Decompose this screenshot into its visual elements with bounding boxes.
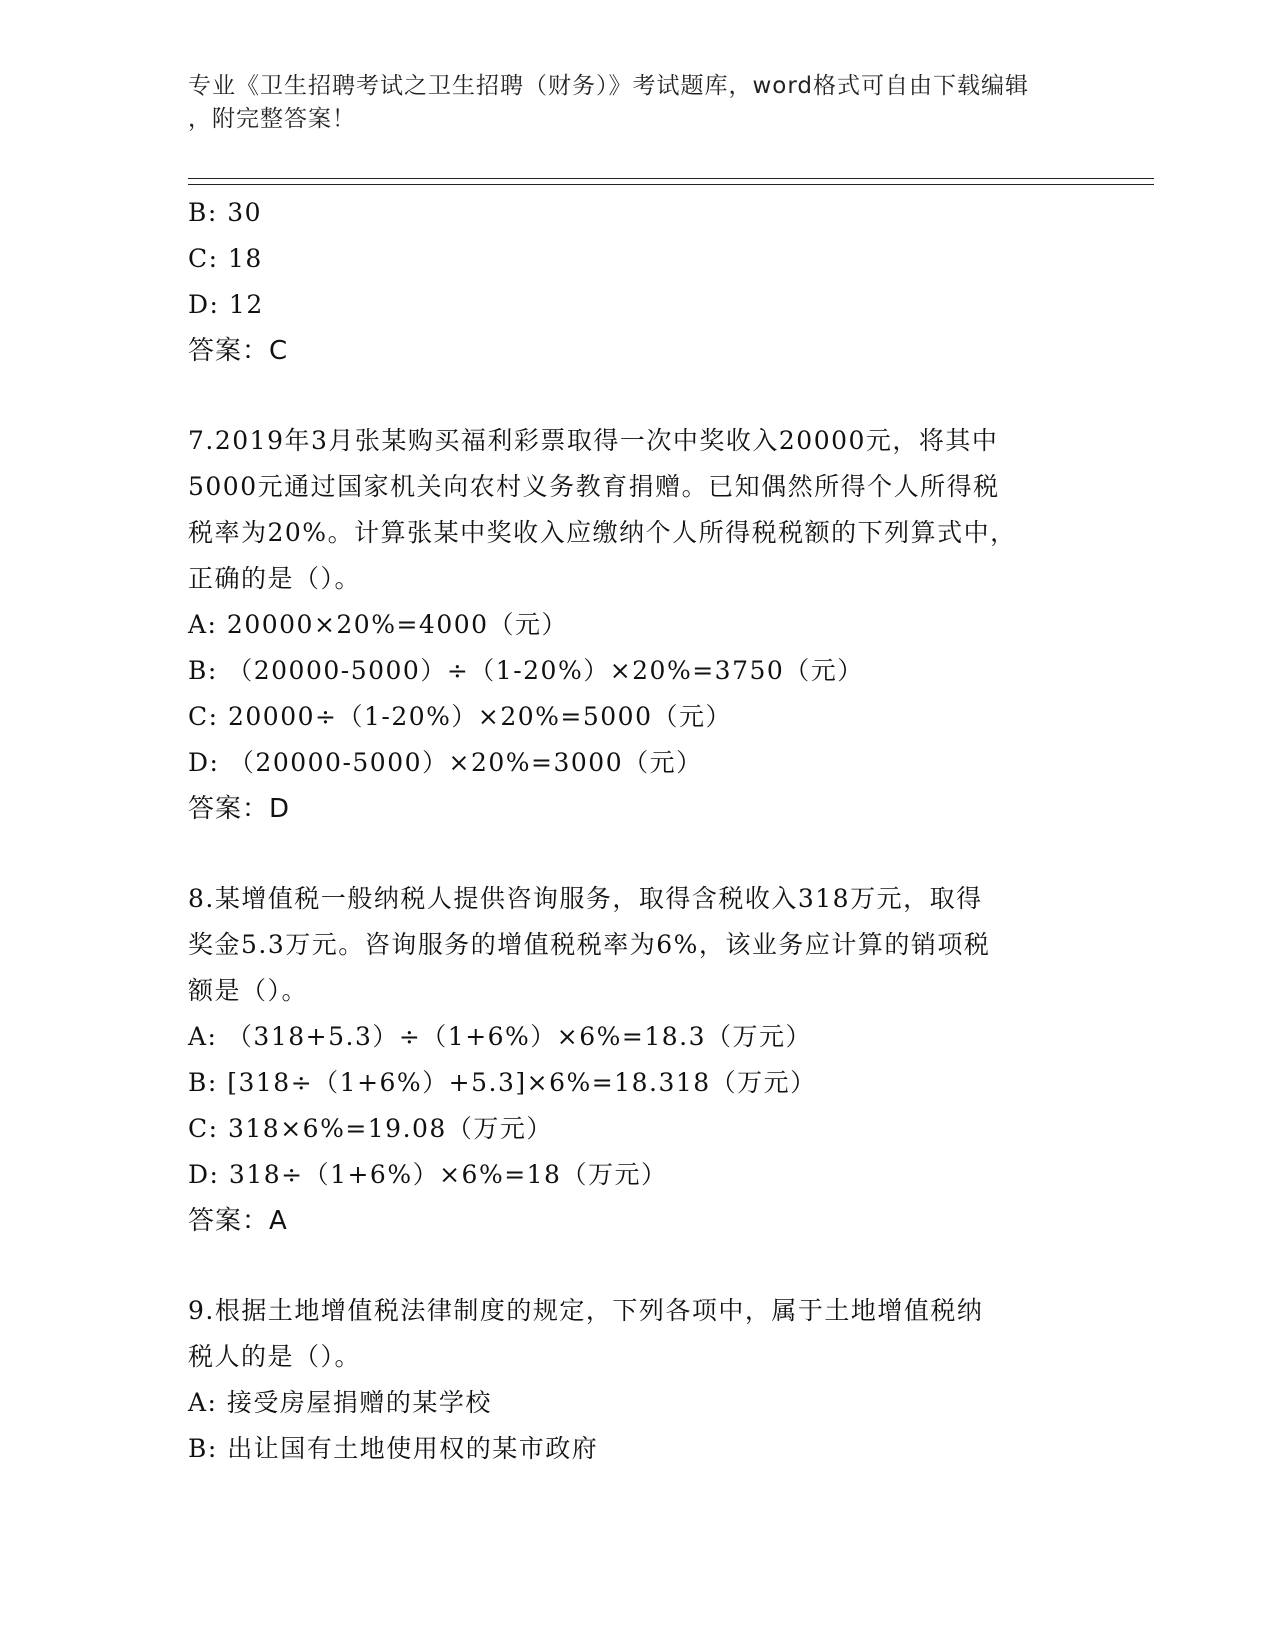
answer-line: 答案：A xyxy=(188,1206,288,1236)
question-stem-line: 税率为20%。计算张某中奖收入应缴纳个人所得税税额的下列算式中， xyxy=(188,518,1017,547)
question-stem-line: 奖金5.3万元。咨询服务的增值税税率为6%，该业务应计算的销项税 xyxy=(188,930,991,959)
question-stem-line: 9.根据土地增值税法律制度的规定，下列各项中，属于土地增值税纳 xyxy=(188,1296,984,1325)
answer-line: 答案：D xyxy=(188,794,291,824)
header-line-2: ，附完整答案！ xyxy=(188,106,356,132)
question-9 xyxy=(188,1288,1088,1472)
option-b: B: 30 xyxy=(188,198,263,227)
question-stem-line: 7.2019年3月张某购买福利彩票取得一次中奖收入20000元，将其中 xyxy=(188,426,999,455)
header-rule-top xyxy=(188,178,1154,179)
question-8 xyxy=(188,876,1088,1244)
question-stem-line: 5000元通过国家机关向农村义务教育捐赠。已知偶然所得个人所得税 xyxy=(188,472,1000,501)
question-stem-line: 8.某增值税一般纳税人提供咨询服务，取得含税收入318万元，取得 xyxy=(188,884,983,913)
header-line-1: 专业《卫生招聘考试之卫生招聘（财务）》考试题库，word格式可自由下载编辑 xyxy=(188,73,1030,99)
document-body xyxy=(188,190,1088,1472)
option-b: B: [318÷（1+6%）+5.3]×6%=18.318（万元） xyxy=(188,1068,817,1097)
option-a: A: （318+5.3）÷（1+6%）×6%=18.3（万元） xyxy=(188,1022,813,1051)
prev-question-tail xyxy=(188,190,1088,374)
question-7 xyxy=(188,418,1088,832)
option-a: A: 接受房屋捐赠的某学校 xyxy=(188,1388,492,1417)
option-d: D: 12 xyxy=(188,290,264,319)
question-stem-line: 正确的是（）。 xyxy=(188,564,362,593)
option-c: C: 318×6%=19.08（万元） xyxy=(188,1114,553,1143)
question-stem-line: 额是（）。 xyxy=(188,976,309,1005)
option-d: D: 318÷（1+6%）×6%=18（万元） xyxy=(188,1160,668,1189)
option-b: B: 出让国有土地使用权的某市政府 xyxy=(188,1434,599,1463)
option-c: C: 20000÷（1-20%）×20%=5000（元） xyxy=(188,702,732,731)
option-b: B: （20000-5000）÷（1-20%）×20%=3750（元） xyxy=(188,656,864,685)
option-a: A: 20000×20%=4000（元） xyxy=(188,610,569,639)
question-stem-line: 税人的是（）。 xyxy=(188,1342,362,1371)
document-header xyxy=(188,70,1068,136)
header-rule-bottom xyxy=(188,184,1154,185)
option-c: C: 18 xyxy=(188,244,263,273)
option-d: D: （20000-5000）×20%=3000（元） xyxy=(188,748,703,777)
answer-line: 答案：C xyxy=(188,336,289,366)
